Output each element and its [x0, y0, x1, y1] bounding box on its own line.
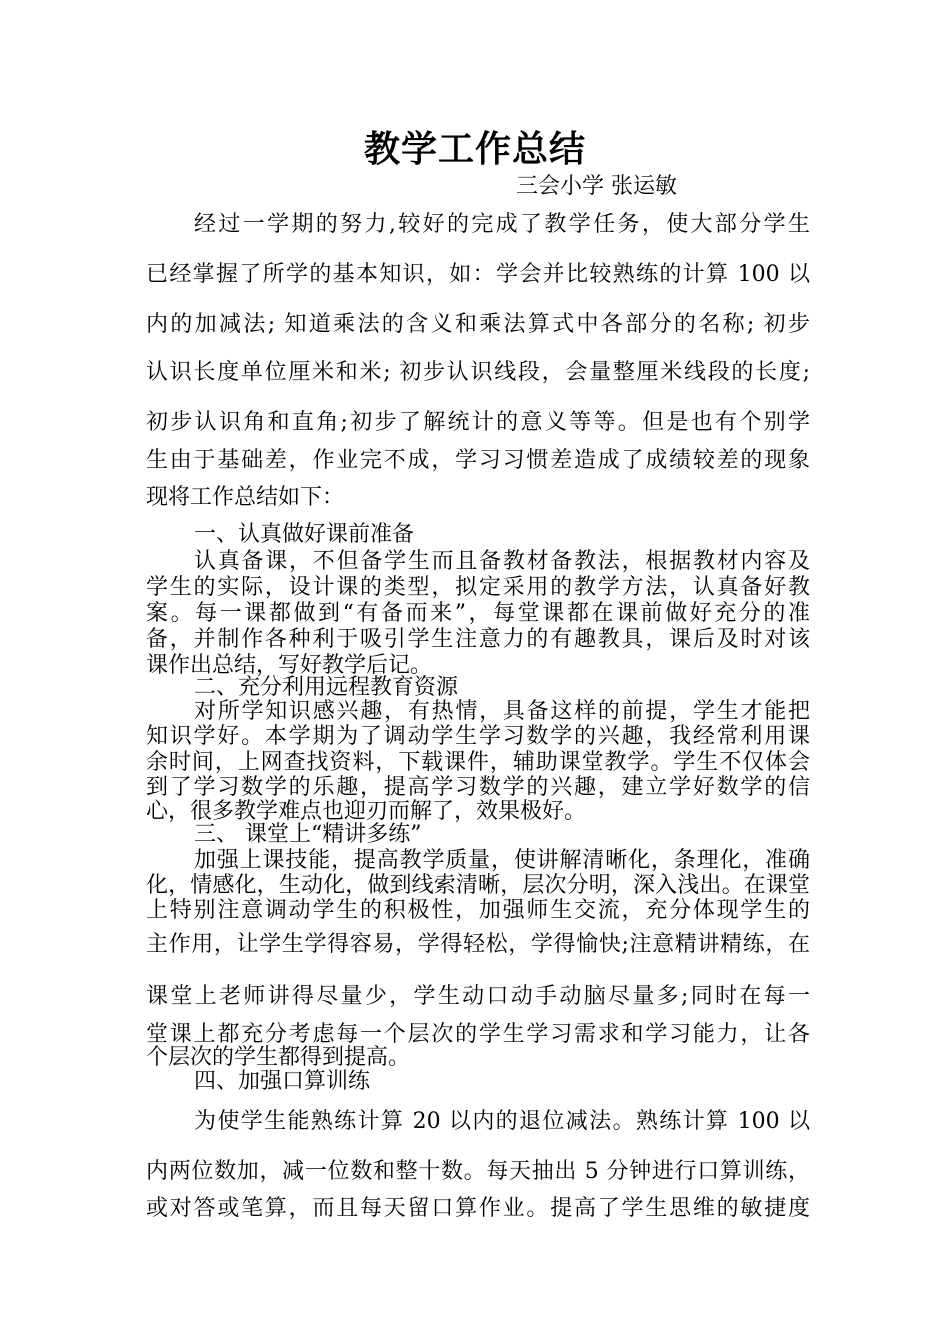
paragraph-line: 课堂上老师讲得尽量少，学生动口动手动脑尽量多;同时在每一	[146, 984, 810, 1009]
paragraph-line: 对所学知识感兴趣，有热情，具备这样的前提，学生才能把	[194, 699, 810, 724]
section-heading-3: 三、 课堂上“精讲多练”	[194, 822, 422, 847]
section-heading-4: 四、加强口算训练	[194, 1069, 371, 1094]
paragraph-line: 为使学生能熟练计算 20 以内的退位减法。熟练计算 100 以	[194, 1109, 810, 1134]
paragraph-line: 上特别注意调动学生的积极性，加强师生交流，充分体现学生的	[146, 898, 810, 923]
paragraph-line: 或对答或笔算，而且每天留口算作业。提高了学生思维的敏捷度	[146, 1196, 810, 1221]
paragraph-line: 余时间，上网查找资料，下载课件，辅助课堂教学。学生不仅体会	[146, 750, 810, 775]
paragraph-line: 学生的实际，设计课的类型，拟定采用的教学方法，认真备好教	[146, 575, 810, 600]
paragraph-line: 已经掌握了所学的基本知识，如：学会并比较熟练的计算 100 以	[146, 262, 810, 287]
paragraph-line: 到了学习数学的乐趣，提高学习数学的兴趣，建立学好数学的信	[146, 775, 810, 800]
paragraph-line: 初步认识角和直角;初步了解统计的意义等等。但是也有个别学	[146, 410, 810, 435]
paragraph-line: 认真备课，不但备学生而且备教材备教法，根据教材内容及	[194, 549, 810, 574]
paragraph-line: 个层次的学生都得到提高。	[146, 1045, 411, 1070]
section-heading-2: 二、充分利用远程教育资源	[194, 675, 459, 700]
paragraph-line: 知识学好。本学期为了调动学生学习数学的兴趣，我经常利用课	[146, 724, 810, 749]
paragraph-line: 认识长度单位厘米和米; 初步认识线段，会量整厘米线段的长度;	[146, 360, 810, 385]
paragraph-line: 内的加减法; 知道乘法的含义和乘法算式中各部分的名称; 初步	[146, 312, 810, 337]
paragraph-line: 心，很多教学难点也迎刃而解了，效果极好。	[146, 799, 587, 824]
document-title: 教学工作总结	[363, 128, 586, 170]
paragraph-line: 化，情感化，生动化，做到线索清晰，层次分明，深入浅出。在课堂	[146, 873, 810, 898]
paragraph-line: 生由于基础差，作业完不成，学习习惯差造成了成绩较差的现象	[146, 448, 810, 473]
paragraph-line: 加强上课技能，提高教学质量，使讲解清晰化，条理化，准确	[194, 848, 810, 873]
paragraph-line: 堂课上都充分考虑每一个层次的学生学习需求和学习能力，让各	[146, 1022, 810, 1047]
paragraph-line: 案。每一课都做到“有备而来”，每堂课都在课前做好充分的准	[146, 601, 810, 626]
document-author: 三会小学 张运敏	[516, 174, 677, 199]
paragraph-line: 经过一学期的努力,较好的完成了教学任务，使大部分学生	[194, 212, 810, 237]
paragraph-line: 现将工作总结如下：	[146, 485, 345, 510]
paragraph-line: 主作用，让学生学得容易，学得轻松，学得愉快;注意精讲精练，在	[146, 932, 810, 957]
section-heading-1: 一、认真做好课前准备	[194, 522, 415, 547]
paragraph-line: 课作出总结，写好教学后记。	[146, 653, 433, 678]
paragraph-line: 内两位数加，减一位数和整十数。每天抽出 5 分钟进行口算训练，	[146, 1159, 810, 1184]
paragraph-line: 备，并制作各种利于吸引学生注意力的有趣教具，课后及时对该	[146, 627, 810, 652]
